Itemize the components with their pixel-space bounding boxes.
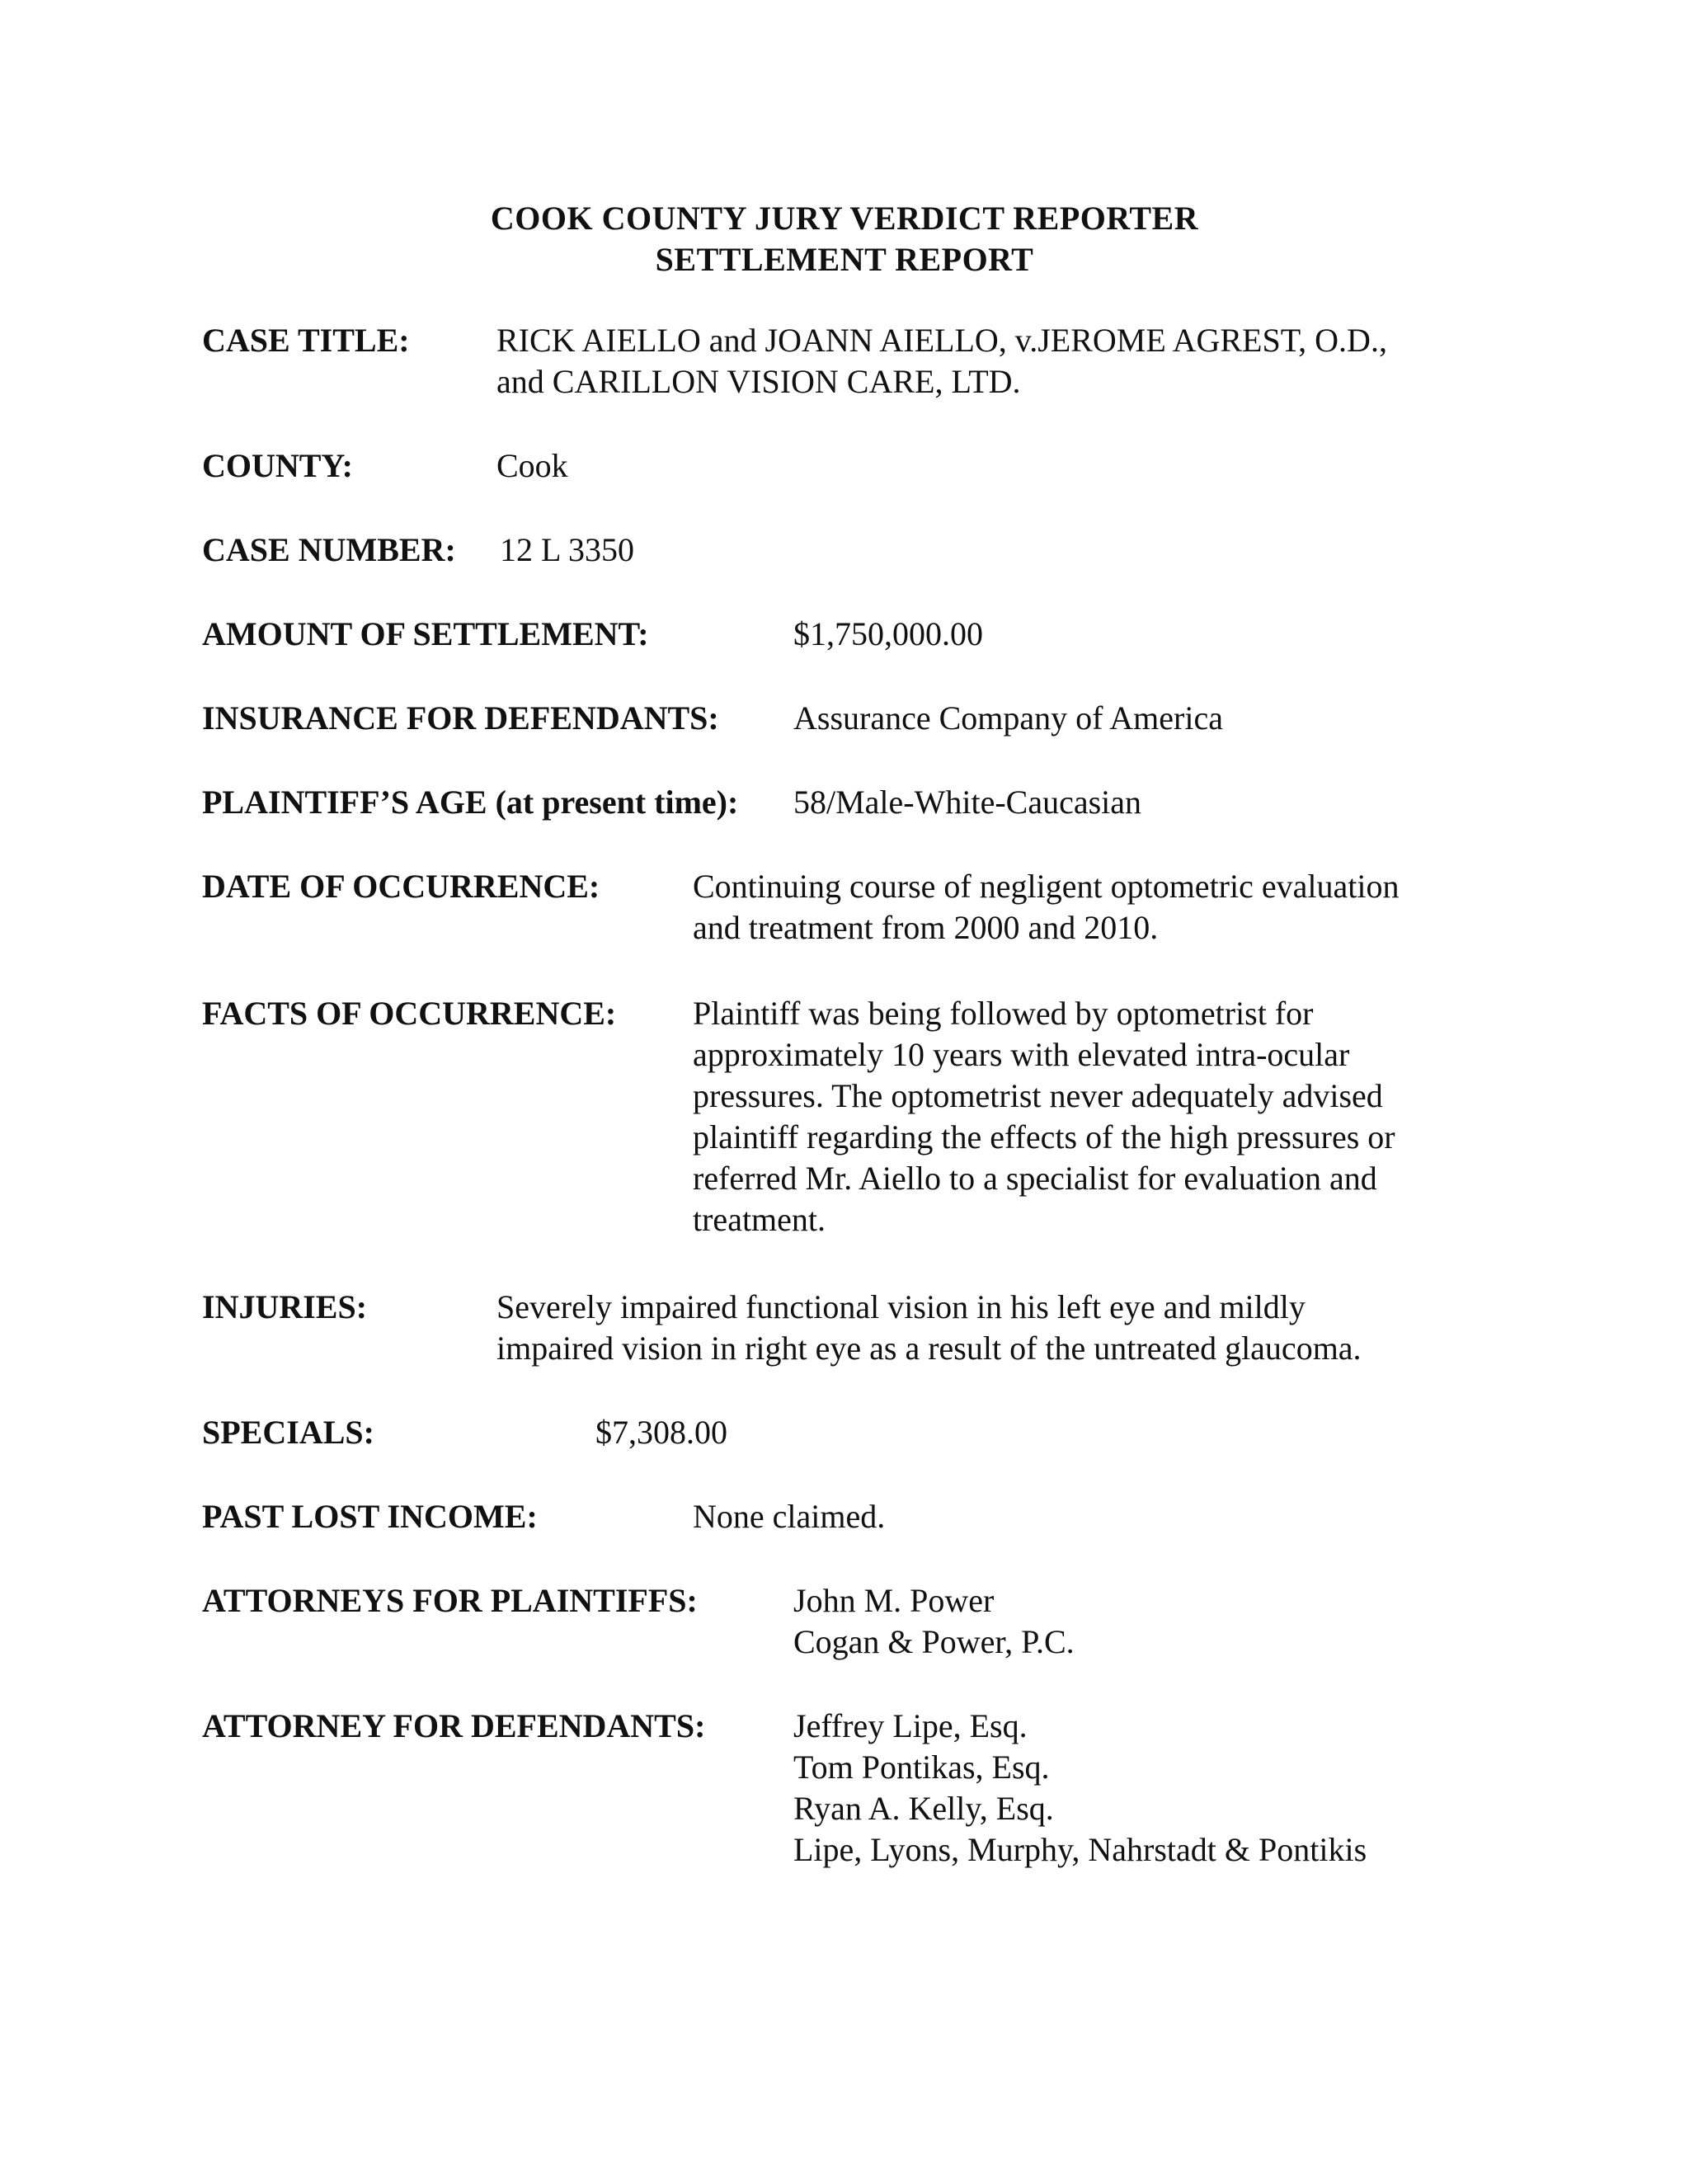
plaintiffs-age-value: 58/Male-White-Caucasian [793,784,1142,821]
past-lost-income-label: PAST LOST INCOME: [202,1498,538,1535]
case-title-line: and CARILLON VISION CARE, LTD. [496,363,1021,400]
facts-of-occurrence-value [693,993,1395,1240]
attorneys-for-plaintiffs-line: Cogan & Power, P.C. [793,1623,1075,1660]
facts-of-occurrence-label: FACTS OF OCCURRENCE: [202,995,617,1032]
date-of-occurrence-line: and treatment from 2000 and 2010. [693,909,1159,946]
facts-of-occurrence-line: treatment. [693,1201,826,1238]
attorneys-for-plaintiffs-line: John M. Power [793,1582,995,1619]
amount-of-settlement-label: AMOUNT OF SETTLEMENT: [202,615,649,652]
date-of-occurrence-line: Continuing course of negligent optometric evaluation [693,868,1400,905]
date-of-occurrence-value [693,866,1399,948]
facts-of-occurrence-line: referred Mr. Aiello to a specialist for evaluation and [693,1160,1377,1197]
insurance-for-defendants-label: INSURANCE FOR DEFENDANTS: [202,699,719,737]
attorney-for-defendants-value [793,1706,1367,1871]
date-of-occurrence-label: DATE OF OCCURRENCE: [202,868,600,905]
insurance-for-defendants-value: Assurance Company of America [793,699,1223,737]
injuries-line: Severely impaired functional vision in his left eye and mildly [496,1288,1306,1325]
facts-of-occurrence-line: approximately 10 years with elevated intra-ocular [693,1036,1350,1073]
attorney-for-defendants-line: Ryan A. Kelly, Esq. [793,1790,1054,1827]
attorneys-for-plaintiffs-value [793,1580,1075,1663]
county-label: COUNTY: [202,447,353,484]
injuries-line: impaired vision in right eye as a result of the untreated glaucoma. [496,1330,1362,1367]
county-value: Cook [496,447,568,484]
case-title-label: CASE TITLE: [202,322,410,359]
case-number-value: 12 L 3350 [500,531,634,568]
case-title-value [496,320,1387,402]
past-lost-income-value: None claimed. [693,1498,886,1535]
amount-of-settlement-value: $1,750,000.00 [793,615,983,652]
case-number-label: CASE NUMBER: [202,531,456,568]
injuries-label: INJURIES: [202,1288,368,1325]
case-title-line: RICK AIELLO and JOANN AIELLO, v.JEROME AGREST, O.D., [496,322,1387,359]
specials-label: SPECIALS: [202,1414,374,1451]
injuries-value [496,1287,1362,1369]
plaintiffs-age-label: PLAINTIFF’S AGE (at present time): [202,784,739,821]
specials-value: $7,308.00 [595,1414,727,1451]
facts-of-occurrence-line: Plaintiff was being followed by optometrist for [693,995,1314,1032]
attorneys-for-plaintiffs-label: ATTORNEYS FOR PLAINTIFFS: [202,1582,698,1619]
report-title-line-2: SETTLEMENT REPORT [655,241,1034,278]
facts-of-occurrence-line: pressures. The optometrist never adequately advised [693,1077,1383,1114]
attorney-for-defendants-line: Lipe, Lyons, Murphy, Nahrstadt & Pontikis [793,1831,1367,1868]
facts-of-occurrence-line: plaintiff regarding the effects of the high pressures or [693,1118,1395,1156]
attorney-for-defendants-label: ATTORNEY FOR DEFENDANTS: [202,1707,706,1744]
attorney-for-defendants-line: Jeffrey Lipe, Esq. [793,1707,1028,1744]
attorney-for-defendants-line: Tom Pontikas, Esq. [793,1749,1050,1786]
report-title-line-1: COOK COUNTY JURY VERDICT REPORTER [490,200,1199,237]
